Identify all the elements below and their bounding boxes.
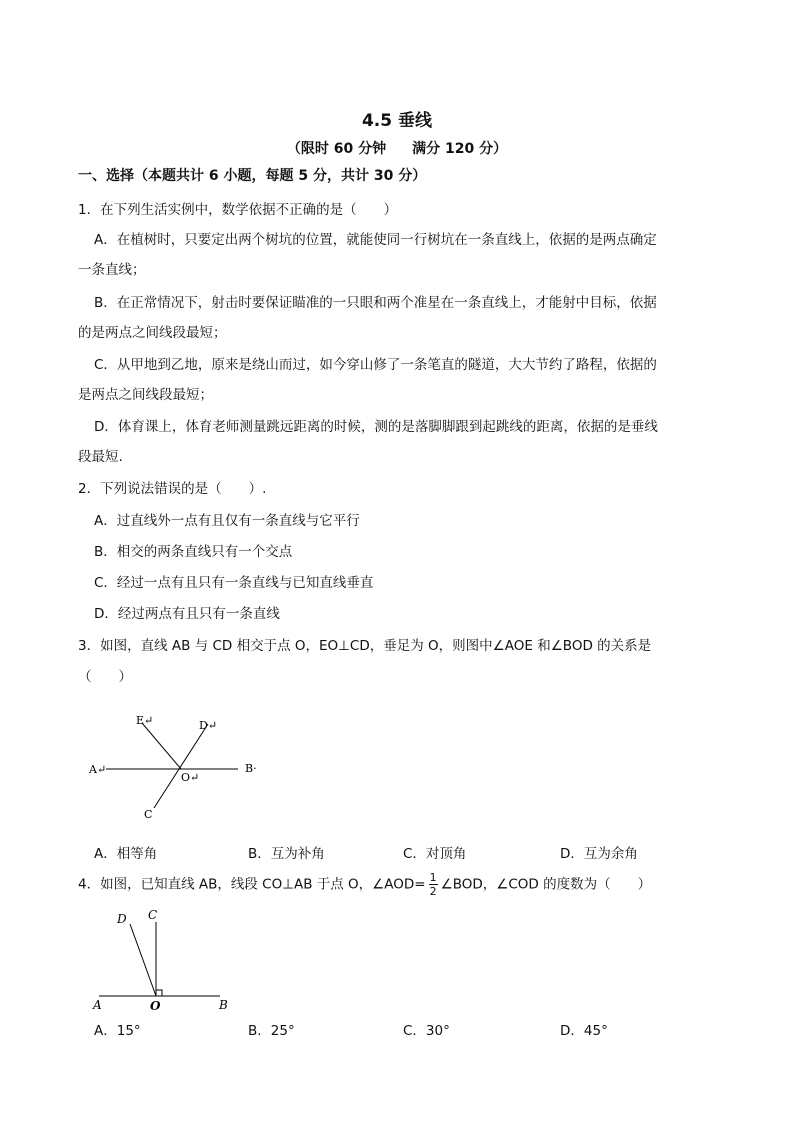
q4-option-a: A．15° — [94, 1023, 141, 1039]
ray-oe — [142, 723, 181, 769]
label-b: B — [219, 998, 228, 1012]
exam-constraints — [0, 138, 794, 158]
section-heading: 一、选择（本题共计 6 小题，每题 5 分，共计 30 分） — [78, 168, 427, 184]
q3-option-c: C．对顶角 — [403, 846, 467, 862]
q1-option-c: C．从甲地到乙地，原来是绕山而过，如今穿山修了一条笔直的隧道，大大节约了路程，依据的 — [94, 357, 657, 373]
label-d: D↵ — [199, 719, 218, 732]
label-d: D — [117, 912, 127, 926]
label-a: A↵ — [89, 763, 107, 776]
time-limit: （限时 60 分钟 — [286, 141, 387, 157]
label-o: O — [150, 999, 161, 1013]
label-c: C — [144, 808, 153, 821]
q1-option-a: A．在植树时，只要定出两个树坑的位置，就能使同一行树坑在一条直线上，依据的是两点确定 — [94, 232, 657, 248]
q2-stem: 2．下列说法错误的是（ ）. — [78, 481, 267, 497]
q3-answer-paren: （ ） — [78, 669, 132, 685]
label-e: E↵ — [136, 714, 154, 727]
page-title: 4.5 垂线 — [361, 111, 433, 131]
q4-figure — [88, 902, 248, 1017]
full-score: 满分 120 分） — [412, 141, 508, 157]
fraction-denominator: 2 — [429, 885, 437, 898]
q3-figure — [80, 705, 280, 830]
fraction-numerator: 1 — [429, 871, 437, 884]
q1-stem: 1．在下列生活实例中，数学依据不正确的是（ ） — [78, 202, 398, 218]
q1-option-c-cont: 是两点之间线段最短； — [78, 387, 213, 403]
q4-option-c: C．30° — [403, 1023, 450, 1039]
q2-option-d: D．经过两点有且只有一条直线 — [94, 606, 280, 622]
q3-option-d: D．互为余角 — [560, 846, 638, 862]
q4-option-d: D．45° — [560, 1023, 608, 1039]
right-angle-mark — [156, 990, 162, 996]
q1-option-a-cont: 一条直线； — [78, 262, 146, 278]
q1-option-d: D．体育课上，体育老师测量跳远距离的时候，测的是落脚脚跟到起跳线的距离，依据的是垂线 — [94, 419, 658, 435]
q4-stem — [78, 872, 651, 897]
q2-option-a: A．过直线外一点有且仅有一条直线与它平行 — [94, 513, 360, 529]
label-b: B· — [245, 762, 257, 775]
q4-option-b: B．25° — [248, 1023, 295, 1039]
ray-od — [130, 924, 156, 996]
q2-option-b: B．相交的两条直线只有一个交点 — [94, 544, 293, 560]
q3-option-b: B．互为补角 — [248, 846, 325, 862]
q4-stem-post: ∠BOD，∠COD 的度数为（ ） — [440, 876, 652, 893]
q1-option-b: B．在正常情况下，射击时要保证瞄准的一只眼和两个准星在一条直线上，才能射中目标，依据 — [94, 295, 657, 311]
q3-stem: 3．如图，直线 AB 与 CD 相交于点 O，EO⊥CD，垂足为 O，则图中∠AOE 和∠BOD 的关系是 — [78, 638, 652, 654]
label-a: A — [93, 998, 102, 1012]
label-c: C — [148, 908, 158, 922]
q3-option-a: A．相等角 — [94, 846, 158, 862]
q1-option-b-cont: 的是两点之间线段最短； — [78, 325, 227, 341]
fraction-one-half — [429, 872, 438, 897]
label-o: O↵ — [181, 771, 200, 784]
q4-stem-pre: 4．如图，已知直线 AB，线段 CO⊥AB 于点 O，∠AOD= — [78, 876, 426, 893]
q2-option-c: C．经过一点有且只有一条直线与已知直线垂直 — [94, 575, 374, 591]
q1-option-d-cont: 段最短. — [78, 449, 123, 465]
line-cd — [154, 724, 208, 808]
